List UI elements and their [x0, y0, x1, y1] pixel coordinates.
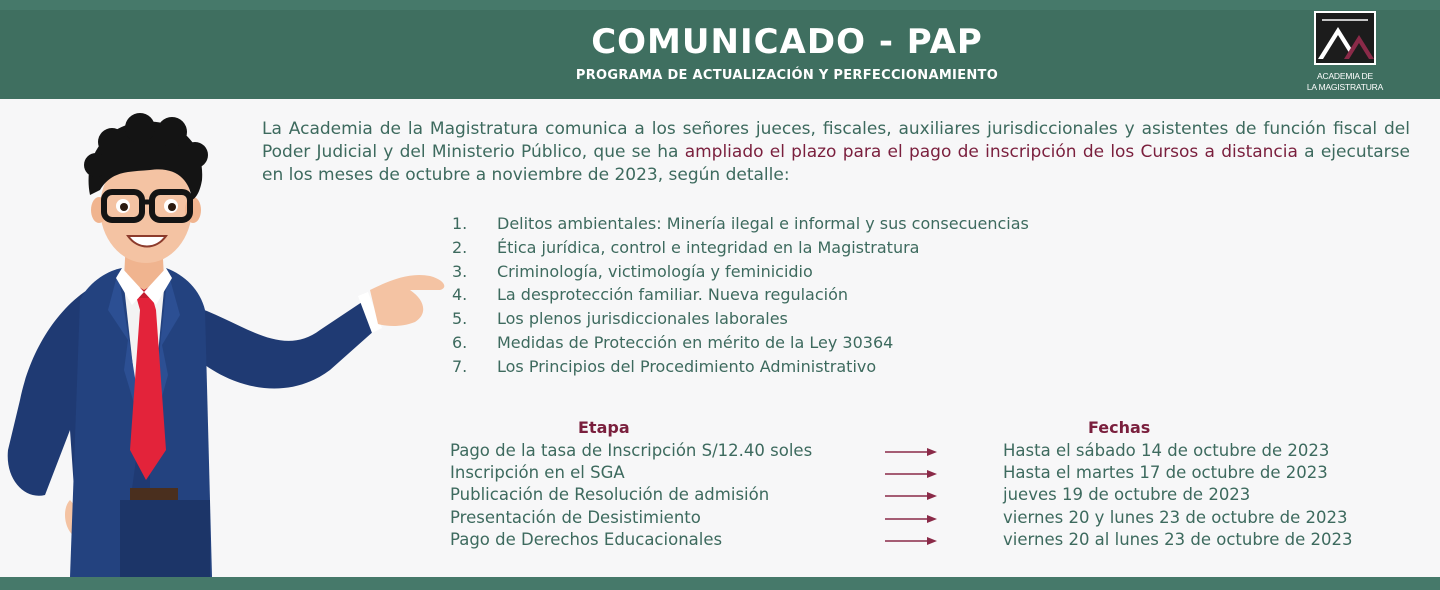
arrow-right-icon: [885, 536, 937, 546]
schedule-date: viernes 20 al lunes 23 de octubre de 2023: [1003, 529, 1353, 549]
page-subtitle: PROGRAMA DE ACTUALIZACIÓN Y PERFECCIONAMIENTO: [575, 68, 999, 83]
schedule-date: viernes 20 y lunes 23 de octubre de 2023: [1003, 507, 1348, 527]
bottom-stripe: [0, 577, 1440, 590]
list-item: 7. Los Principios del Procedimiento Administrativo: [452, 356, 877, 376]
logo-emblem: [1314, 11, 1376, 65]
schedule-date: Hasta el sábado 14 de octubre de 2023: [1003, 441, 1330, 460]
arrow-right-icon: [885, 491, 937, 501]
intro-highlight: ampliado el plazo para el pago de inscripción de los Cursos a distancia: [684, 142, 1298, 162]
table-row: [450, 462, 1410, 484]
list-item: 3. Criminología, victimología y feminicidio: [452, 261, 813, 281]
schedule-table: [450, 440, 1410, 551]
table-row: [450, 484, 1410, 506]
table-row: [450, 529, 1410, 551]
arrow-right-icon: [885, 514, 937, 524]
table-row: [450, 440, 1410, 462]
schedule-stage: Pago de la tasa de Inscripción S/12.40 soles: [450, 441, 813, 460]
schedule-stage: Inscripción en el SGA: [450, 463, 625, 483]
schedule-stage: Publicación de Resolución de admisión: [450, 485, 770, 505]
list-item: 4. La desprotección familiar. Nueva regulación: [452, 285, 849, 305]
logo-text: ACADEMIA DE LA MAGISTRATURA: [1306, 71, 1384, 92]
arrow-right-icon: [885, 447, 937, 457]
schedule-date: jueves 19 de octubre de 2023: [1003, 485, 1251, 505]
list-item: 6. Medidas de Protección en mérito de la Ley 30364: [452, 332, 894, 352]
header-banner: [0, 10, 1440, 99]
list-item: 1. Delitos ambientales: Minería ilegal e informal y sus consecuencias: [452, 214, 1029, 233]
logo-mountains-icon: [1316, 13, 1374, 63]
intro-paragraph: La Academia de la Magistratura comunica a los señores jueces, fiscales, auxiliares jurisdiccionales y asistentes de función fiscal del Poder Judicial y del Ministerio Público, que se ha ampliado el plazo para el pago de inscripción de los Cursos a distancia a ejecutarse en los meses de octubre a noviembre de 2023, según detalle:: [262, 119, 1410, 185]
list-item: 5. Los plenos jurisdiccionales laborales: [452, 309, 788, 329]
schedule-date: Hasta el martes 17 de octubre de 2023: [1003, 463, 1328, 483]
course-list: [452, 212, 1029, 379]
academia-logo: [1306, 11, 1384, 97]
schedule-stage: Presentación de Desistimiento: [450, 507, 701, 527]
schedule-stage-heading: Etapa: [578, 418, 630, 437]
arrow-right-icon: [885, 469, 937, 479]
table-row: [450, 507, 1410, 529]
list-item: 2. Ética jurídica, control e integridad en la Magistratura: [452, 237, 920, 257]
schedule-date-heading: Fechas: [1088, 418, 1151, 437]
schedule-stage: Pago de Derechos Educacionales: [450, 529, 723, 549]
page-title: COMUNICADO - PAP: [591, 22, 983, 62]
top-stripe: [0, 0, 1440, 10]
